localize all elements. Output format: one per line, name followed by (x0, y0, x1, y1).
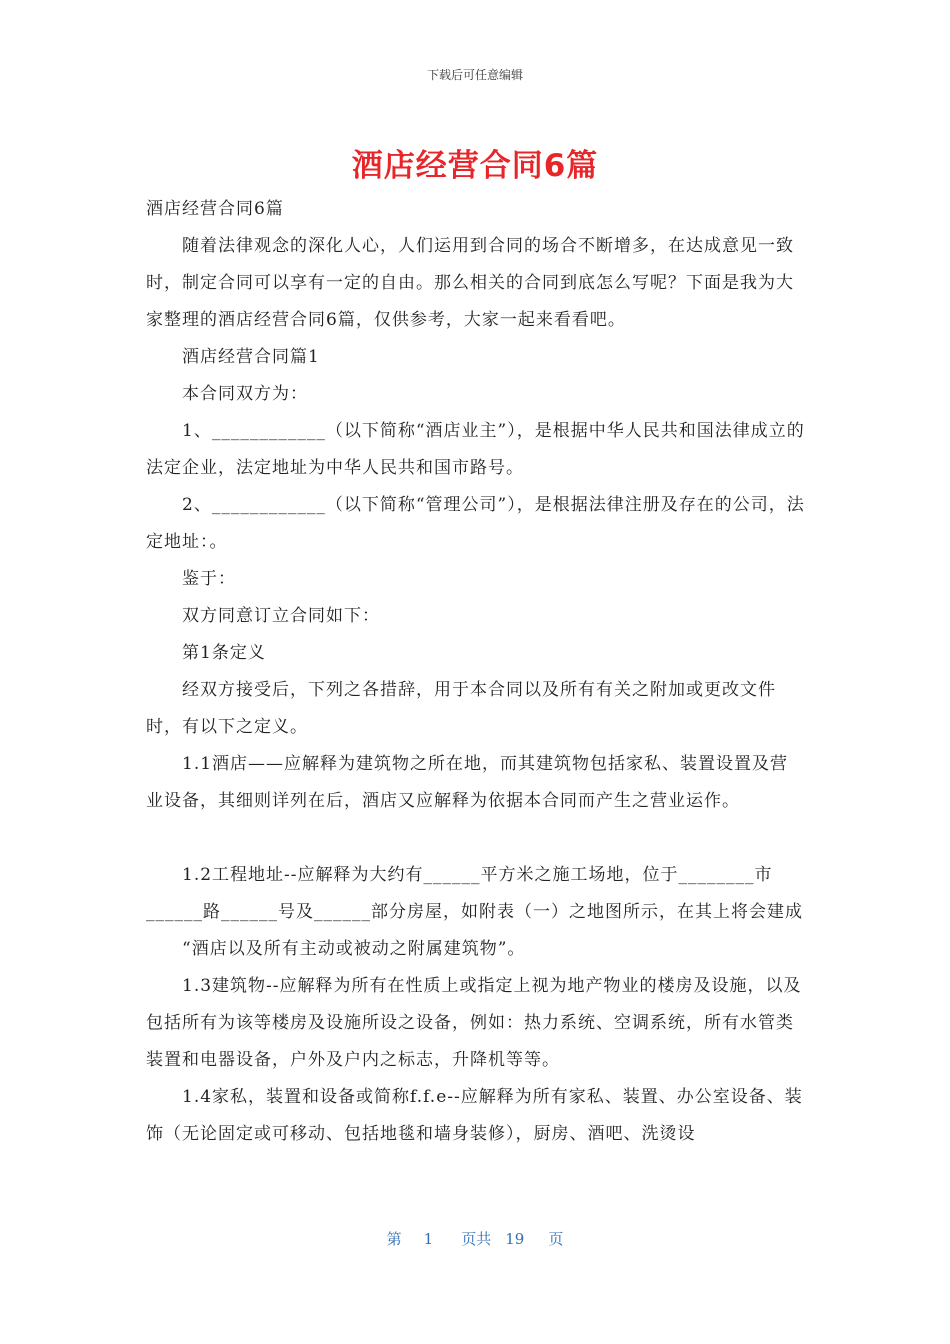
section-heading: 酒店经营合同篇1 (182, 347, 320, 367)
footer-total-pages: 19 (505, 1230, 525, 1248)
body-paragraph: 1.1酒店——应解释为建筑物之所在地，而其建筑物包括家私、装置设置及营业设备，其细则详列在后，酒店又应解释为依据本合同而产生之营业运作。 (146, 754, 789, 811)
body-paragraph: 经双方接受后，下列之各措辞，用于本合同以及所有有关之附加或更改文件时，有以下之定义。 (146, 680, 776, 737)
body-paragraph: 1、____________（以下简称“酒店业主”），是根据中华人民共和国法律成立的法定企业，法定地址为中华人民共和国市路号。 (146, 421, 805, 478)
page-footer (0, 1228, 950, 1249)
subtitle-paragraph: 酒店经营合同6篇 (146, 199, 284, 219)
body-paragraph: 1.3建筑物--应解释为所有在性质上或指定上视为地产物业的楼房及设施，以及包括所有为该等楼房及设施所设之设备，例如：热力系统、空调系统，所有水管类装置和电器设备，户外及户内之标志，升降机等等。 (146, 976, 802, 1070)
footer-ye: 页 (548, 1230, 564, 1248)
body-paragraph: 本合同双方为： (182, 384, 308, 404)
document-title: 酒店经营合同6篇 (351, 148, 599, 184)
body-paragraph: “酒店以及所有主动或被动之附属建筑物”。 (182, 939, 526, 959)
footer-di: 第 (386, 1230, 402, 1248)
body-paragraph: 双方同意订立合同如下： (182, 606, 380, 626)
intro-paragraph: 随着法律观念的深化人心，人们运用到合同的场合不断增多，在达成意见一致时，制定合同可以享有一定的自由。那么相关的合同到底怎么写呢？下面是我为大家整理的酒店经营合同6篇，仅供参考，大家一起来看看吧。 (146, 236, 794, 330)
footer-page-number: 1 (423, 1230, 434, 1248)
body-paragraph: 鉴于： (182, 569, 236, 589)
document-body (146, 191, 806, 1153)
header-note: 下载后可任意编辑 (426, 68, 523, 82)
article-heading: 第1条定义 (182, 643, 266, 663)
body-paragraph: 1.2工程地址--应解释为大约有______平方米之施工场地，位于________市______路______号及______部分房屋，如附表（一）之地图所示，在其上将会建成 (146, 865, 803, 922)
body-paragraph: 1.4家私，装置和设备或简称f.f.e--应解释为所有家私、装置、办公室设备、装饰（无论固定或可移动、包括地毯和墙身装修），厨房、酒吧、洗烫设 (146, 1087, 803, 1144)
footer-ye-gong: 页共 (461, 1230, 492, 1248)
body-paragraph: 2、____________（以下简称“管理公司”），是根据法律注册及存在的公司，法定地址：。 (146, 495, 805, 552)
